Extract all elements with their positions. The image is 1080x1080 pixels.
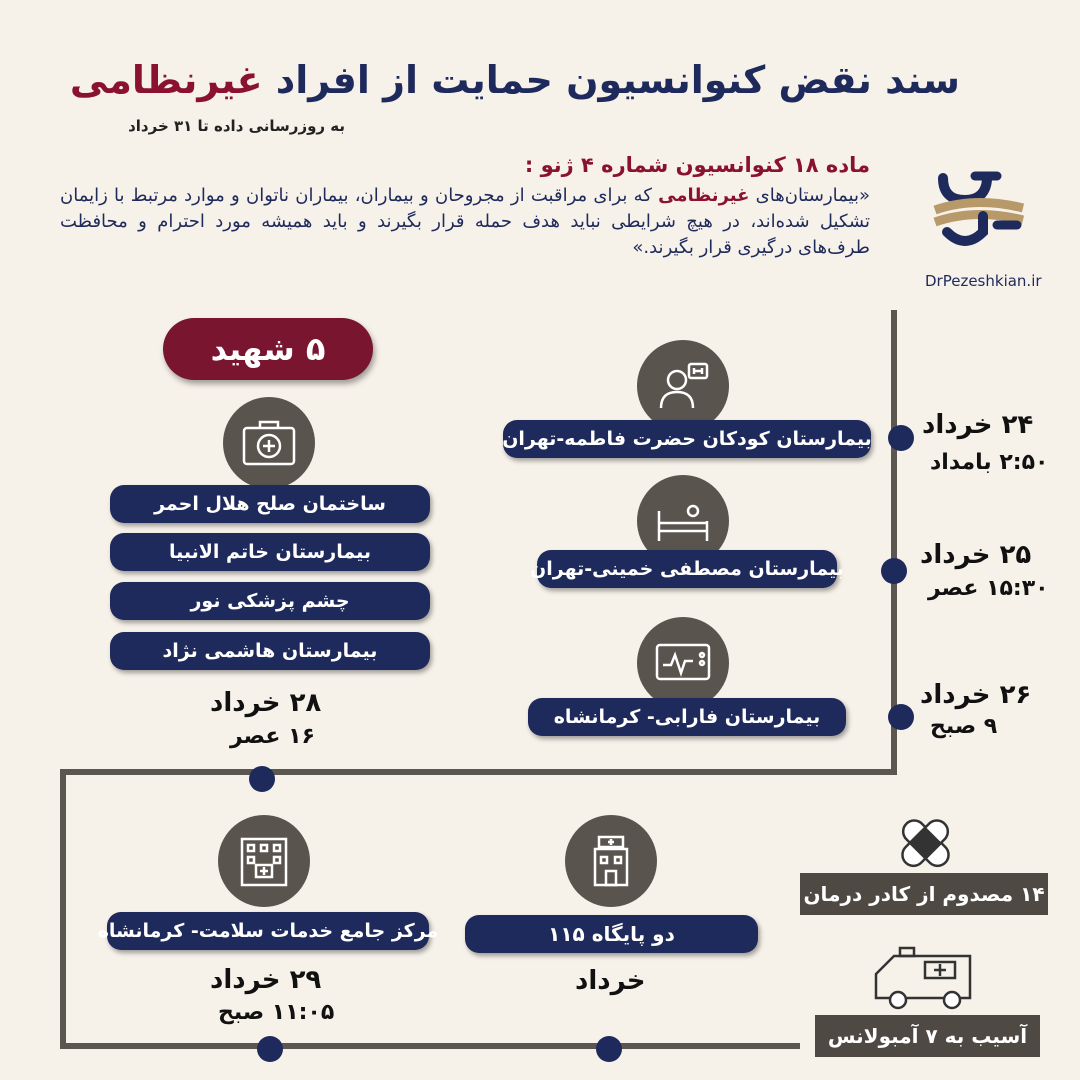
- ambulance-damage-label: آسیب به ۷ آمبولانس: [815, 1015, 1040, 1057]
- date-25: ۲۵ خرداد: [920, 540, 1032, 570]
- quote-highlight: غیرنظامی: [658, 185, 750, 206]
- site-item-4: بیمارستان هاشمی نژاد: [110, 632, 430, 670]
- base-115-label: دو پایگاه ۱۱۵: [465, 915, 758, 953]
- date-26: ۲۶ خرداد: [920, 680, 1032, 710]
- timeline-dot-25: [881, 558, 907, 584]
- page-subtitle: به روزرسانی داده تا ۳۱ خرداد: [128, 117, 345, 135]
- timeline-line-middle: [60, 769, 897, 775]
- hospital-label-1: بیمارستان کودکان حضرت فاطمه-تهران: [503, 420, 871, 458]
- timeline-dot-115: [596, 1036, 622, 1062]
- site-item-1: ساختمان صلح هلال احمر: [110, 485, 430, 523]
- pezeshkian-logo: [925, 170, 1035, 255]
- quote-part-1: «بیمارستان‌های: [755, 185, 870, 206]
- timeline-dot-28: [249, 766, 275, 792]
- page-title: [70, 58, 960, 102]
- quote-part-2: که برای مراقبت از مجروحان و بیماران، بیماران ناتوان و موارد مرتبط با زایمان تشکیل شده‌اند، در هیچ شرایطی نباید هدف حمله قرار بگیرند و باید همیشه مورد احترام و محافظت طرف‌های درگیری قرار بگیرند.»: [60, 185, 870, 258]
- site-item-2: بیمارستان خاتم الانبیا: [110, 533, 430, 571]
- date-29: ۲۹ خرداد: [210, 965, 322, 995]
- martyrs-badge: ۵ شهید: [163, 318, 373, 380]
- first-aid-kit-icon: [223, 397, 315, 489]
- timeline-dot-29: [257, 1036, 283, 1062]
- time-24: ۲:۵۰ بامداد: [930, 450, 1049, 475]
- time-29: ۱۱:۰۵ صبح: [218, 1000, 335, 1025]
- date-24: ۲۴ خرداد: [922, 410, 1034, 440]
- title-highlight: غیرنظامی: [69, 58, 263, 102]
- health-center-label: مرکز جامع خدمات سلامت- کرمانشاه: [107, 912, 429, 950]
- site-item-3: چشم پزشکی نور: [110, 582, 430, 620]
- doctor-icon: [637, 340, 729, 432]
- heart-monitor-icon: [637, 617, 729, 709]
- timeline-dot-26: [888, 704, 914, 730]
- date-28: ۲۸ خرداد: [210, 688, 322, 718]
- time-26: ۹ صبح: [930, 714, 998, 739]
- bandage-icon: [888, 806, 963, 881]
- article-heading: ماده ۱۸ کنوانسیون شماره ۴ ژنو :: [524, 153, 870, 177]
- article-quote: [60, 183, 870, 261]
- title-main: سند نقض کنوانسیون حمایت از افراد: [275, 58, 960, 102]
- site-url[interactable]: DrPezeshkian.ir: [925, 272, 1042, 290]
- timeline-line-left: [60, 769, 66, 1049]
- hospital-label-3: بیمارستان فارابی- کرمانشاه: [528, 698, 846, 736]
- timeline-line-bottom: [60, 1043, 800, 1049]
- timeline-dot-24: [888, 425, 914, 451]
- injured-staff-label: ۱۴ مصدوم از کادر درمان: [800, 873, 1048, 915]
- date-115: خرداد: [575, 966, 646, 996]
- emergency-base-icon: [565, 815, 657, 907]
- hospital-building-icon: [218, 815, 310, 907]
- time-25: ۱۵:۳۰ عصر: [928, 576, 1049, 601]
- time-28: ۱۶ عصر: [230, 724, 315, 749]
- hospital-label-2: بیمارستان مصطفی خمینی-تهران: [537, 550, 837, 588]
- ambulance-icon: [870, 940, 980, 1015]
